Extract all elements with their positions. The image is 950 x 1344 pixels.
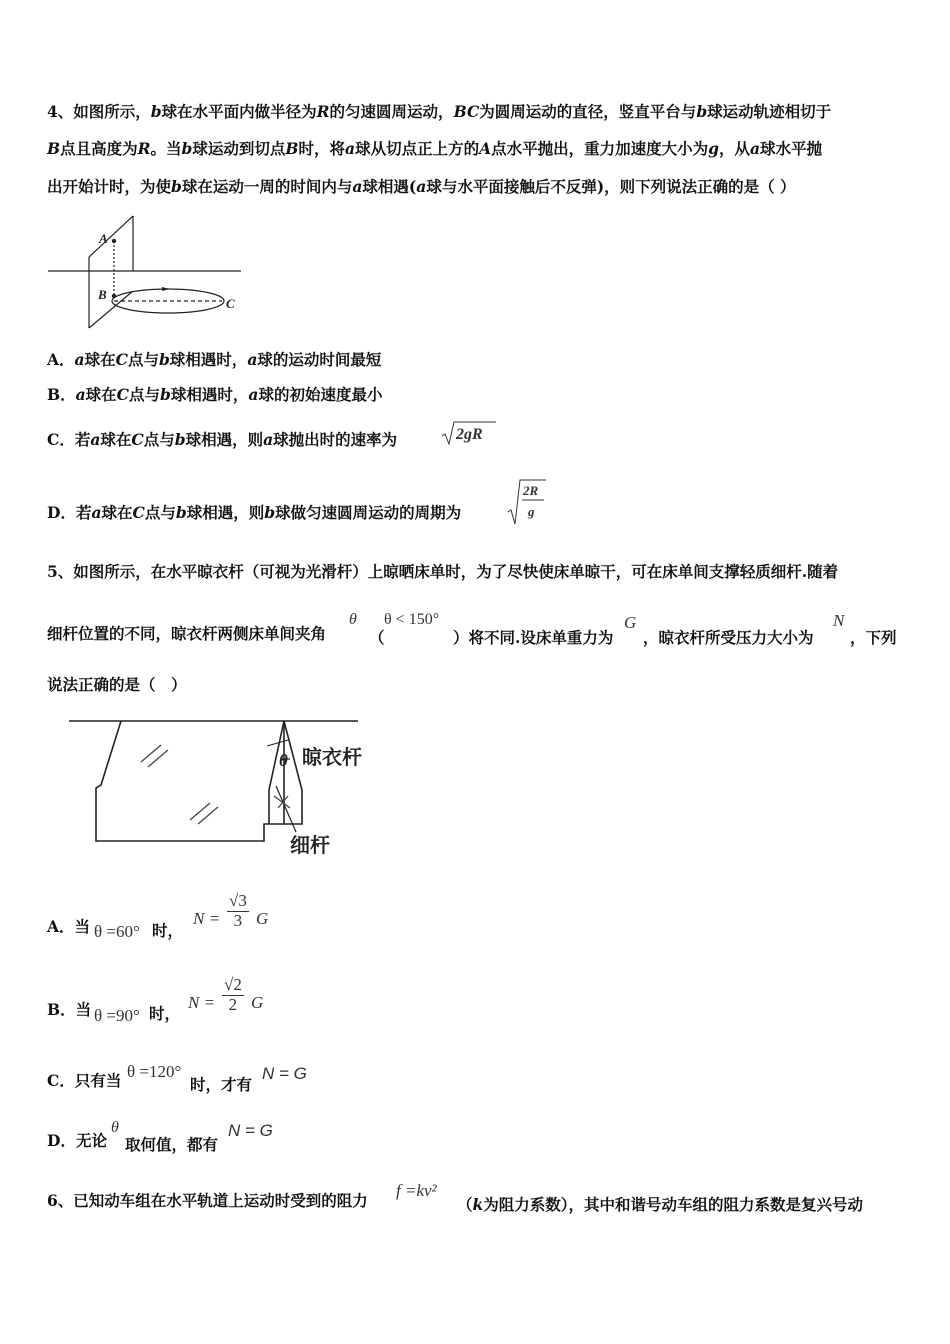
q5-option-a-lhs: N = — [193, 909, 221, 928]
q4-figure-point-a — [112, 239, 116, 243]
q5-g-symbol: G — [624, 613, 637, 632]
q5-option-b-g: G — [251, 993, 264, 1012]
q5-figure-hatch — [190, 803, 210, 820]
q5-figure-rod-pointer — [267, 740, 288, 746]
q5-option-b-num: √2 — [224, 975, 242, 994]
q4-figure-label-c: C — [226, 296, 235, 311]
q5-theta: θ — [349, 611, 357, 628]
q5-figure-sheet-right — [284, 721, 302, 824]
q4-option-d-den: g — [528, 504, 535, 519]
q5-option-a-fraction — [227, 892, 249, 930]
q5-option-d-expr: N = G — [228, 1121, 273, 1140]
q5-figure-hatch — [141, 745, 161, 762]
q4-figure-label-b: B — [98, 287, 107, 302]
q4-line-3: 出开始计时，为使b球在运动一周的时间内与a球相遇(a球与水平面接触后不反弹)，则下列说法正确的是（ ） — [47, 177, 796, 196]
q5-option-c-label: C．只有当 — [47, 1071, 122, 1090]
q5-n-symbol: N — [833, 611, 845, 630]
q5-figure — [66, 712, 384, 860]
q4-option-a: A．a球在C点与b球相遇时，a球的运动时间最短 — [47, 350, 382, 369]
q4-option-d-sqrt — [507, 478, 547, 526]
q4-option-c: C．若a球在C点与b球相遇，则a球抛出时的速率为 — [47, 430, 398, 449]
q4-figure-arrow-icon — [162, 287, 170, 291]
q5-option-b-lhs: N = — [188, 993, 216, 1012]
q4-line-2: B点且高度为R。当b球运动到切点B时，将a球从切点正上方的A点水平抛出，重力加速度大小为g，从a球水平抛 — [47, 139, 823, 158]
q5-line-2: 细杆位置的不同，晾衣杆两侧床单间夹角 — [47, 624, 327, 643]
q5-figure-theta-label: θ — [279, 751, 288, 770]
q4-figure-label-a: A — [99, 231, 108, 246]
q5-figure-hatch — [198, 807, 218, 824]
q5-figure-stick-label: 细杆 — [290, 833, 330, 857]
q5-line-3: 说法正确的是（ ） — [47, 675, 187, 694]
q4-line-1: 4、如图所示，b球在水平面内做半径为R的匀速圆周运动，BC为圆周运动的直径，竖直平台与b球运动轨迹相切于 — [47, 102, 832, 121]
q5-paren-open: （ — [369, 628, 385, 647]
q5-figure-hatch — [148, 750, 168, 767]
q4-option-b: B．a球在C点与b球相遇时，a球的初始速度最小 — [47, 385, 383, 404]
q5-figure-sheet-left — [96, 721, 284, 841]
q5-option-a-g: G — [256, 909, 269, 928]
q4-option-d-num: 2R — [523, 483, 539, 498]
q6-expr: f =kv² — [396, 1181, 437, 1200]
q5-figure-rod-label: 晾衣杆 — [302, 745, 362, 769]
q5-figure-stick — [278, 796, 288, 808]
q4-option-c-sqrt — [441, 420, 497, 446]
q5-option-b-fraction — [222, 976, 244, 1014]
q4-option-c-expr: 2gR — [456, 426, 483, 443]
q4-figure-platform-top — [89, 216, 133, 257]
q5-line-2-mid2: ，晾衣杆所受压力大小为 — [643, 628, 814, 647]
q5-line-2-end: ，下列 — [850, 628, 897, 647]
q5-option-c-expr: N = G — [262, 1064, 307, 1083]
q5-line-2-mid: ）将不同.设床单重力为 — [453, 628, 614, 647]
q5-condition: θ < 150° — [384, 611, 440, 628]
q5-figure-sheet-inner — [269, 721, 284, 824]
q5-option-b-label: B．当 — [47, 1000, 92, 1019]
q5-option-d-theta: θ — [111, 1119, 119, 1136]
q5-option-a-num: √3 — [229, 891, 247, 910]
q5-option-a-mid: 时， — [152, 921, 184, 940]
q5-option-b-mid: 时， — [149, 1004, 181, 1023]
q5-line-1: 5、如图所示，在水平晾衣杆（可视为光滑杆）上晾晒床单时，为了尽快使床单晾干，可在床单间支撑轻质细杆.随着 — [47, 562, 839, 581]
q5-option-b-cond: θ =90° — [94, 1006, 140, 1025]
q5-option-a-cond: θ =60° — [94, 922, 140, 941]
q5-option-c-mid: 时，才有 — [190, 1075, 253, 1094]
q5-option-d-label: D．无论 — [47, 1131, 107, 1150]
q5-option-a-label: A．当 — [47, 917, 91, 936]
q5-option-d-mid: 取何值，都有 — [125, 1135, 219, 1154]
q5-figure-stick-pointer — [276, 786, 296, 832]
q4-figure — [44, 212, 249, 334]
q5-option-a-den: 3 — [233, 910, 243, 930]
q4-option-d: D．若a球在C点与b球相遇，则b球做匀速圆周运动的周期为 — [47, 503, 462, 522]
q6-line-1-rest: （k为阻力系数），其中和谐号动车组的阻力系数是复兴号动 — [457, 1195, 864, 1214]
q6-line-1-start: 6、已知动车组在水平轨道上运动时受到的阻力 — [47, 1191, 368, 1210]
q5-option-b-den: 2 — [228, 994, 238, 1014]
q5-figure-stick — [274, 796, 290, 808]
q4-figure-point-b — [112, 294, 116, 298]
q5-option-c-cond: θ =120° — [127, 1062, 182, 1081]
